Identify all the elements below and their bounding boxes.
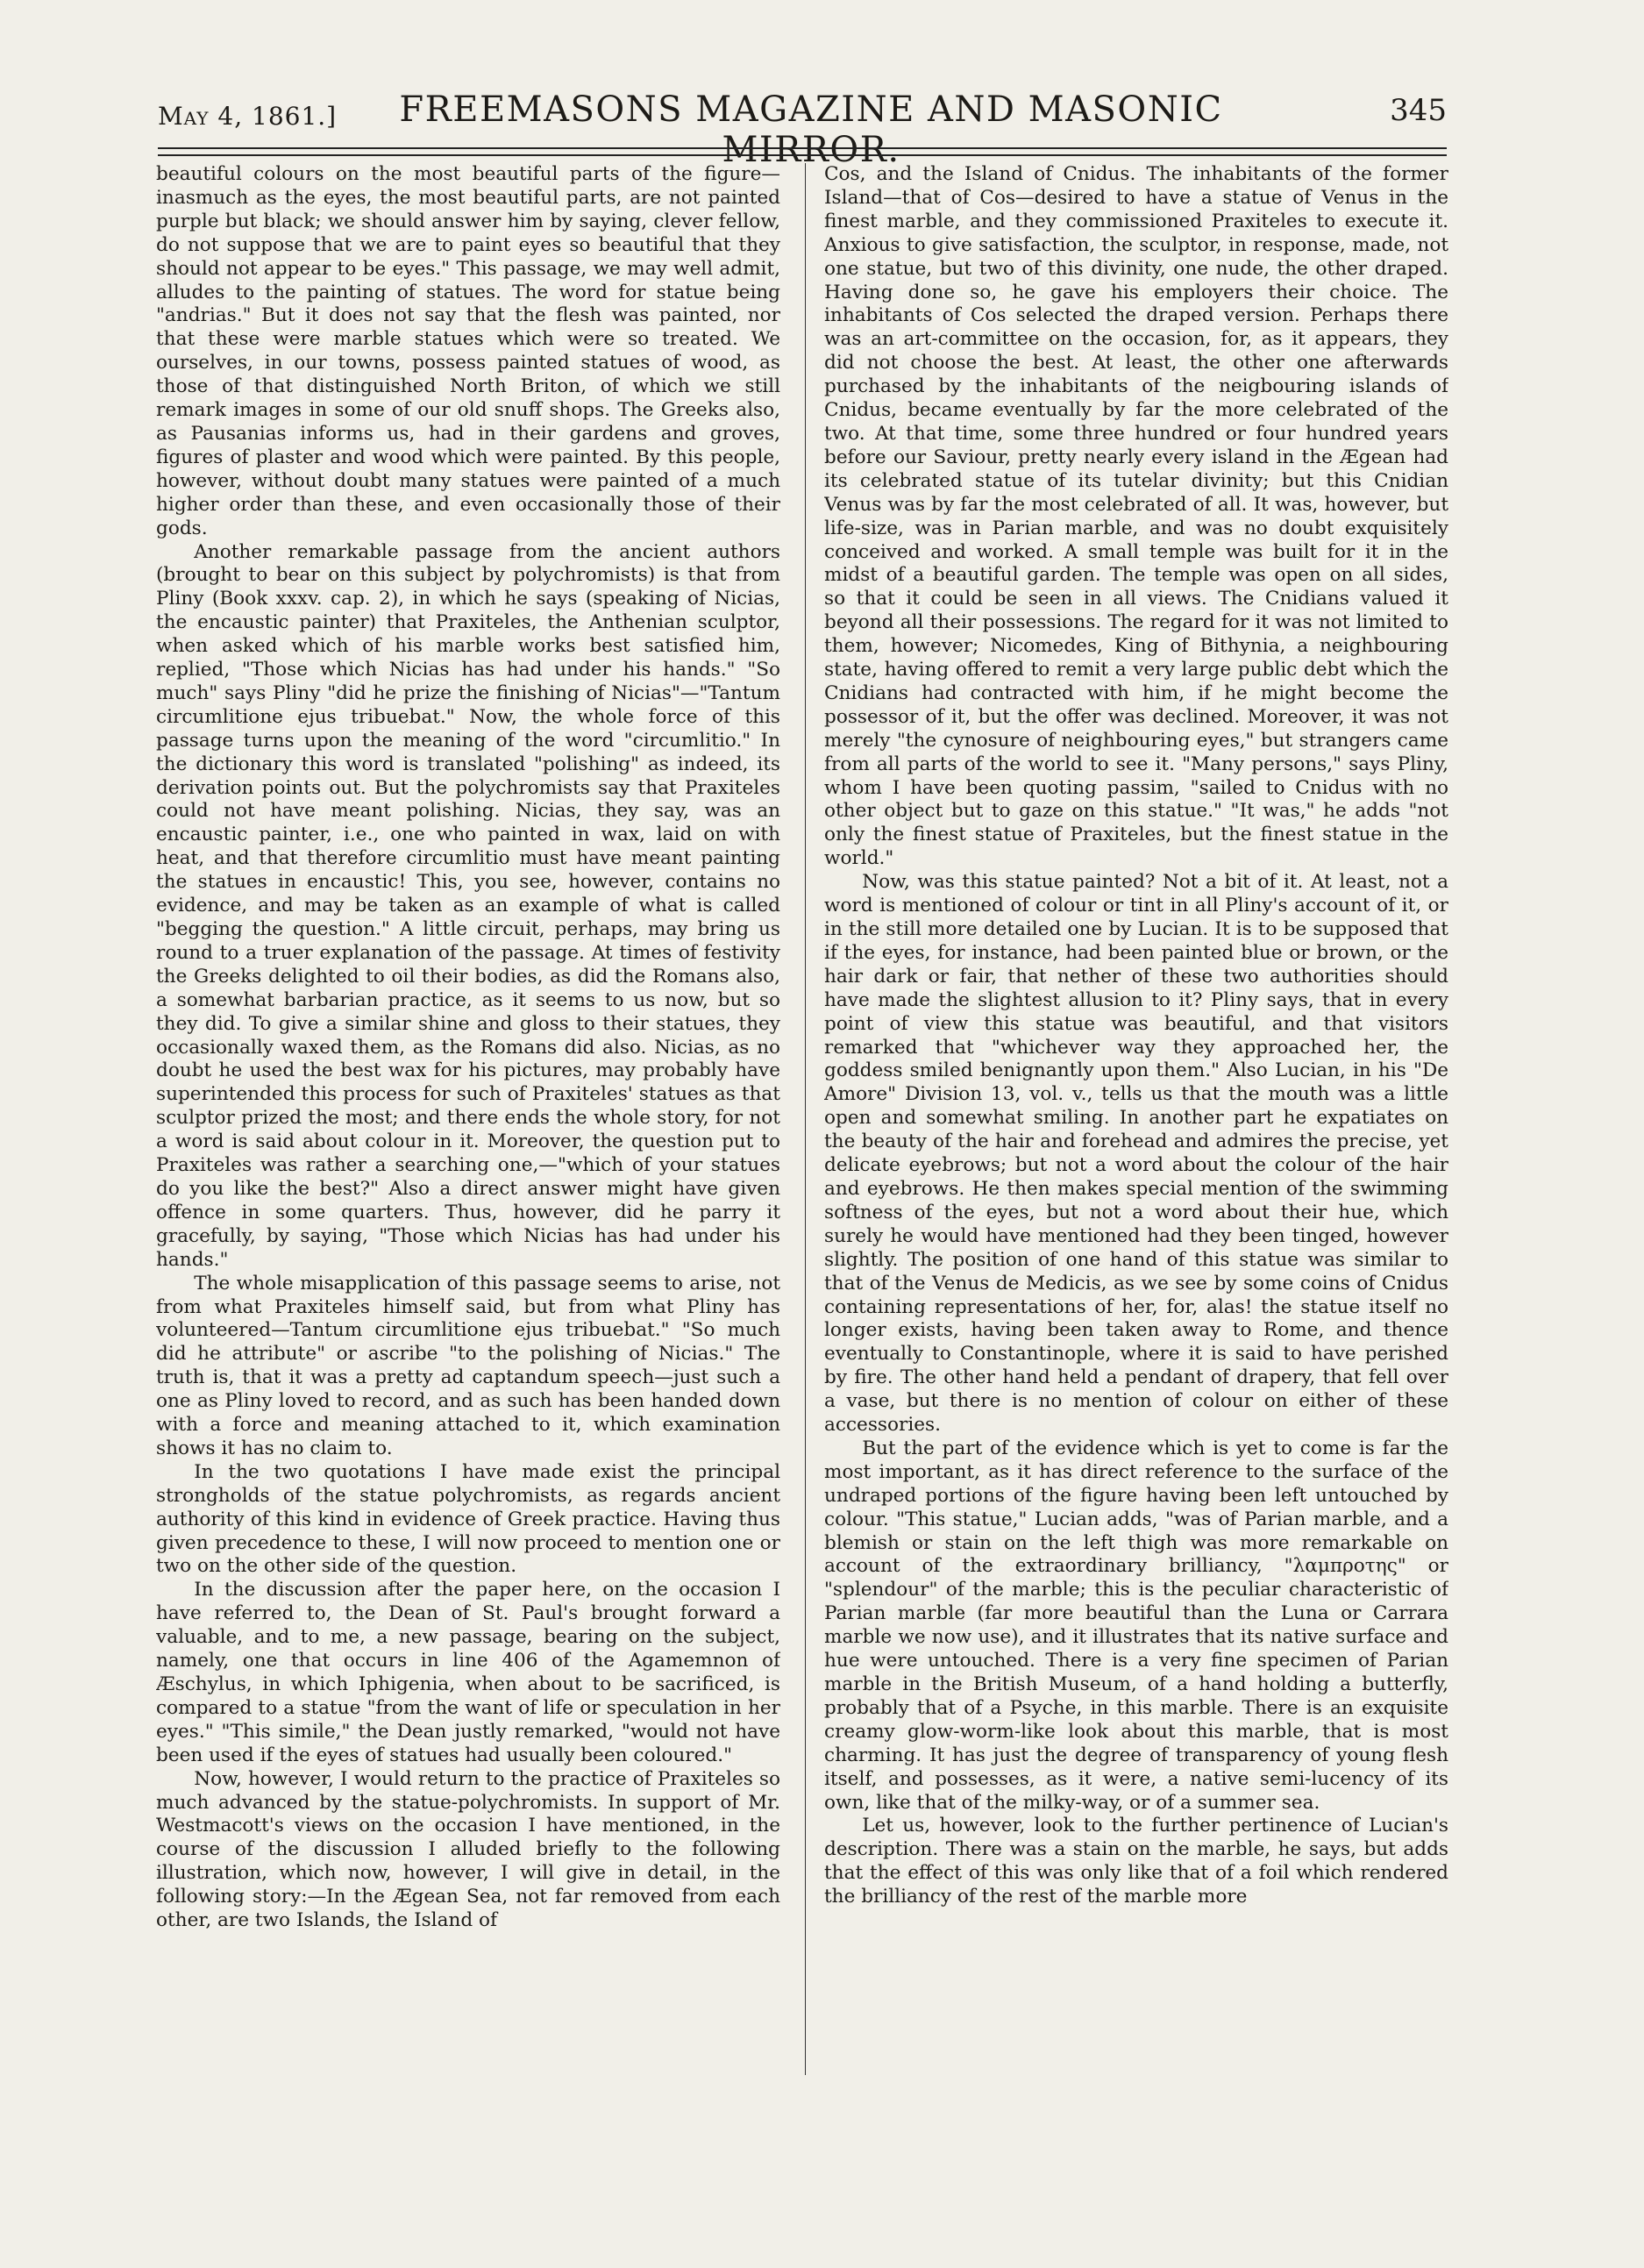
page-header: [158, 84, 1447, 170]
issue-date: May 4, 1861.]: [158, 102, 338, 131]
left-column: [156, 163, 780, 2075]
paragraph: Another remarkable passage from the ancient authors (brought to bear on this subject by polychromists) is that from Pliny (Book xxxv. cap. 2), in which he says (speaking of Nicias, the encaustic painter) that Praxiteles, the Anthenian sculptor, when asked which of his marble works best satisfied him, replied, "Those which Nicias has had under his hands." "So much" says Pliny "did he prize the finishing of Nicias"—"Tantum circumlitione ejus tribuebat." Now, the whole force of this passage turns upon the meaning of the word "circumlitio." In the dictionary this word is translated "polishing" as indeed, its derivation points out. But the polychromists say that Praxiteles could not have meant polishing. Nicias, they say, was an encaustic painter, i.e., one who painted in wax, laid on with heat, and that therefore circumlitio must have meant painting the statues in encaustic! This, you see, however, contains no evidence, and may be taken as an example of what is called "begging the question." A little circuit, perhaps, may bring us round to a truer explanation of the passage. At times of festivity the Greeks delighted to oil their bodies, as did the Romans also, a somewhat barbarian practice, as it seems to us now, but so they did. To give a similar shine and gloss to their statues, they occasionally waxed them, as the Romans did also. Nicias, as no doubt he used the best wax for his pictures, may probably have superintended this process for such of Praxiteles' statues as that sculptor prized the most; and there ends the whole story, for not a word is said about colour in it. Moreover, the question put to Praxiteles was rather a searching one,—"which of your statues do you like the best?" Also a direct answer might have given offence in some quarters. Thus, however, did he parry it gracefully, by saying, "Those which Nicias has had under his hands.": [156, 540, 780, 1271]
paragraph: In the discussion after the paper here, on the occasion I have referred to, the Dean of St. Paul's brought forward a valuable, and to me, a new passage, bearing on the subject, namely, one that occurs in line 406 of the Agamemnon of Æschylus, in which Iphigenia, when about to be sacrificed, is compared to a statue "from the want of life or speculation in her eyes." "This simile," the Dean justly remarked, "would not have been used if the eyes of statues had usually been coloured.": [156, 1579, 780, 1766]
paragraph: beautiful colours on the most beautiful parts of the figure—inasmuch as the eyes, the most beautiful parts, are not painted purple but black; we should answer him by saying, clever fellow, do not suppose that we are to paint eyes so beautiful that they should not appear to be eyes." This passage, we may well admit, alludes to the painting of statues. The word for statue being "andrias." But it does not say that the flesh was painted, nor that these were marble statues which were so treated. We ourselves, in our towns, possess painted statues of wood, as those of that distinguished North Briton, of which we still remark images in some of our old snuff shops. The Greeks also, as Pausanias informs us, had in their gardens and groves, figures of plaster and wood which were painted. By this people, however, without doubt many statues were painted of a much higher order than these, and even occasionally those of their gods.: [156, 163, 780, 539]
header-rule-top: [158, 147, 1447, 149]
page-number: 345: [1390, 93, 1447, 128]
paragraph: The whole misapplication of this passage seems to arise, not from what Praxiteles himself said, but from what Pliny has volunteered—Tantum circumlitione ejus tribuebat." "So much did he attribute" or ascribe "to the polishing of Nicias." The truth is, that it was a pretty ad captandum speech—just such a one as Pliny loved to record, and as such has been handed down with a force and meaning attached to it, which examination shows it has no claim to.: [156, 1272, 780, 1459]
column-divider: [805, 163, 806, 2075]
paragraph: Now, however, I would return to the practice of Praxiteles so much advanced by the statue-polychromists. In support of Mr. Westmacott's views on the occasion I have mentioned, in the course of the discussion I alluded briefly to the following illustration, which now, however, I will give in detail, in the following story:—In the Ægean Sea, not far removed from each other, are two Islands, the Island of: [156, 1767, 780, 1932]
header-rule-bottom: [158, 154, 1447, 156]
paragraph: But the part of the evidence which is yet to come is far the most important, as it has direct reference to the surface of the undraped portions of the figure having been left untouched by colour. "This statue," Lucian adds, "was of Parian marble, and a blemish or stain on the left thigh was more remarkable on account of the extraordinary brilliancy, "λαμπροτης" or "splendour" of the marble; this is the peculiar characteristic of Parian marble (far more beautiful than the Luna or Carrara marble we now use), and it illustrates that its native surface and hue were untouched. There is a very fine specimen of Parian marble in the British Museum, of a hand holding a butterfly, probably that of a Psyche, in this marble. There is an exquisite creamy glow-worm-like look about this marble, that is most charming. It has just the degree of transparency of young flesh itself, and possesses, as it were, a native semi-lucency of its own, like that of the milky-way, or of a summer sea.: [824, 1437, 1448, 1814]
paragraph: Let us, however, look to the further pertinence of Lucian's description. There was a stain on the marble, he says, but adds that the effect of this was only like that of a foil which rendered the brilliancy of the rest of the marble more: [824, 1815, 1448, 1908]
paragraph: Now, was this statue painted? Not a bit of it. At least, not a word is mentioned of colour or tint in all Pliny's account of it, or in the still more detailed one by Lucian. It is to be supposed that if the eyes, for instance, had been painted blue or brown, or the hair dark or fair, that nether of these two authorities should have made the slightest allusion to it? Pliny says, that in every point of view this statue was beautiful, and that visitors remarked that "whichever way they approached her, the goddess smiled benignantly upon them." Also Lucian, in his "De Amore" Division 13, vol. v., tells us that the mouth was a little open and somewhat smiling. In another part he expatiates on the beauty of the hair and forehead and admires the precise, yet delicate eyebrows; but not a word about the colour of the hair and eyebrows. He then makes special mention of the swimming softness of the eyes, but not a word about their hue, which surely he would have mentioned had they been tinged, however slightly. The position of one hand of this statue was similar to that of the Venus de Medicis, as we see by some coins of Cnidus containing representations of her, for, alas! the statue itself no longer exists, having been taken away to Rome, and thence eventually to Constantinople, where it is said to have perished by fire. The other hand held a pendant of drapery, that fell over a vase, but there is no mention of colour on either of these accessories.: [824, 871, 1448, 1437]
publication-title: FREEMASONS MAGAZINE AND MASONIC MIRROR.: [399, 89, 1223, 170]
paragraph: Cos, and the Island of Cnidus. The inhabitants of the former Island—that of Cos—desired to have a statue of Venus in the finest marble, and they commissioned Praxiteles to execute it. Anxious to give satisfaction, the sculptor, in response, made, not one statue, but two of this divinity, one nude, the other draped. Having done so, he gave his employers their choice. The inhabitants of Cos selected the draped version. Perhaps there was an art-committee on the occasion, for, as it appears, they did not choose the best. At least, the other one afterwards purchased by the inhabitants of the neigbouring islands of Cnidus, became eventually by far the more celebrated of the two. At that time, some three hundred or four hundred years before our Saviour, pretty nearly every island in the Ægean had its celebrated statue of its tutelar divinity; but this Cnidian Venus was by far the most celebrated of all. It was, however, but life-size, was in Parian marble, and was no doubt exquisitely conceived and worked. A small temple was built for it in the midst of a beautiful garden. The temple was open on all sides, so that it could be seen in all views. The Cnidians valued it beyond all their possessions. The regard for it was not limited to them, however; Nicomedes, King of Bithynia, a neighbouring state, having offered to remit a very large public debt which the Cnidians had contracted with him, if he might become the possessor of it, but the offer was declined. Moreover, it was not merely "the cynosure of neighbouring eyes," but strangers came from all parts of the world to see it. "Many persons," says Pliny, whom I have been quoting passim, "sailed to Cnidus with no other object but to gaze on this statue." "It was," he adds "not only the finest statue of Praxiteles, but the finest statue in the world.": [824, 163, 1448, 870]
paragraph: In the two quotations I have made exist the principal strongholds of the statue polychromists, as regards ancient authority of this kind in evidence of Greek practice. Having thus given precedence to these, I will now proceed to mention one or two on the other side of the question.: [156, 1460, 780, 1578]
right-column: [824, 163, 1448, 2075]
